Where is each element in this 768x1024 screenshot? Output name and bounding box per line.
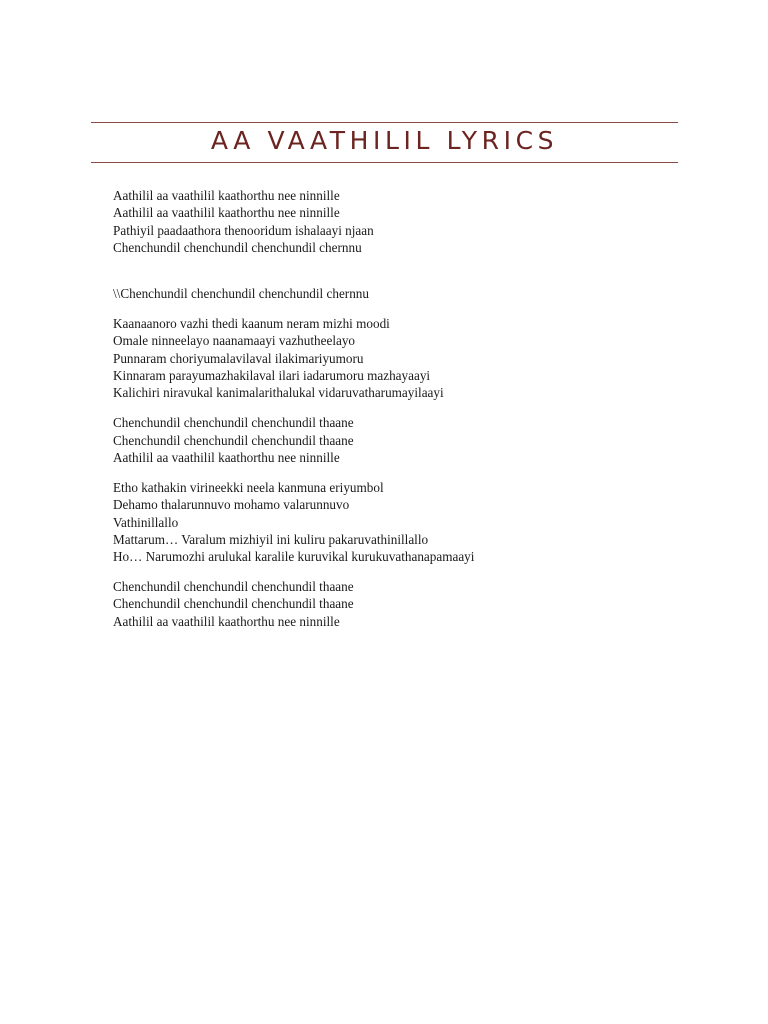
lyric-line: Kalichiri niravukal kanimalarithalukal vidaruvatharumayilaayi — [113, 385, 444, 401]
lyrics-body — [113, 187, 673, 643]
stanza-1 — [113, 187, 673, 256]
lyric-line: Chenchundil chenchundil chenchundil thaane — [113, 579, 354, 595]
lyric-line: Ho… Narumozhi arulukal karalile kuruvikal kurukuvathanapamaayi — [113, 549, 475, 565]
stanza-3 — [113, 315, 673, 401]
stanza-6 — [113, 578, 673, 630]
lyric-line: Aathilil aa vaathilil kaathorthu nee ninnille — [113, 449, 340, 465]
lyric-line: Aathilil aa vaathilil kaathorthu nee ninnille — [113, 613, 340, 629]
lyric-line: Chenchundil chenchundil chenchundil chernnu — [113, 239, 362, 255]
stanza-2 — [113, 285, 673, 302]
lyric-line: Dehamo thalarunnuvo mohamo valarunnuvo — [113, 497, 350, 513]
page-title: AA VAATHILIL LYRICS — [210, 126, 559, 155]
lyric-line: Chenchundil chenchundil chenchundil thaane — [113, 415, 354, 431]
lyric-line: Punnaram choriyumalavilaval ilakimariyumoru — [113, 350, 364, 366]
lyric-line: \\Chenchundil chenchundil chenchundil chernnu — [113, 286, 369, 302]
title-bottom-rule — [91, 162, 678, 163]
stanza-4 — [113, 414, 673, 466]
lyric-line: Aathilil aa vaathilil kaathorthu nee ninnille — [113, 205, 340, 221]
lyric-line: Kinnaram parayumazhakilaval ilari iadarumoru mazhayaayi — [113, 368, 431, 384]
lyric-line: Pathiyil paadaathora thenooridum ishalaayi njaan — [113, 222, 374, 238]
lyric-line: Omale ninneelayo naanamaayi vazhutheelayo — [113, 333, 356, 349]
lyric-line: Chenchundil chenchundil chenchundil thaane — [113, 432, 354, 448]
lyric-line: Aathilil aa vaathilil kaathorthu nee ninnille — [113, 188, 340, 203]
lyric-line: Mattarum… Varalum mizhiyil ini kuliru pakaruvathinillallo — [113, 531, 429, 547]
lyric-line: Chenchundil chenchundil chenchundil thaane — [113, 596, 354, 612]
title-top-rule — [91, 122, 678, 123]
lyric-line: Etho kathakin virineekki neela kanmuna eriyumbol — [113, 479, 384, 495]
lyric-line: Vathinillallo — [113, 514, 179, 530]
lyric-line: Kaanaanoro vazhi thedi kaanum neram mizhi moodi — [113, 316, 390, 332]
stanza-5 — [113, 479, 673, 565]
